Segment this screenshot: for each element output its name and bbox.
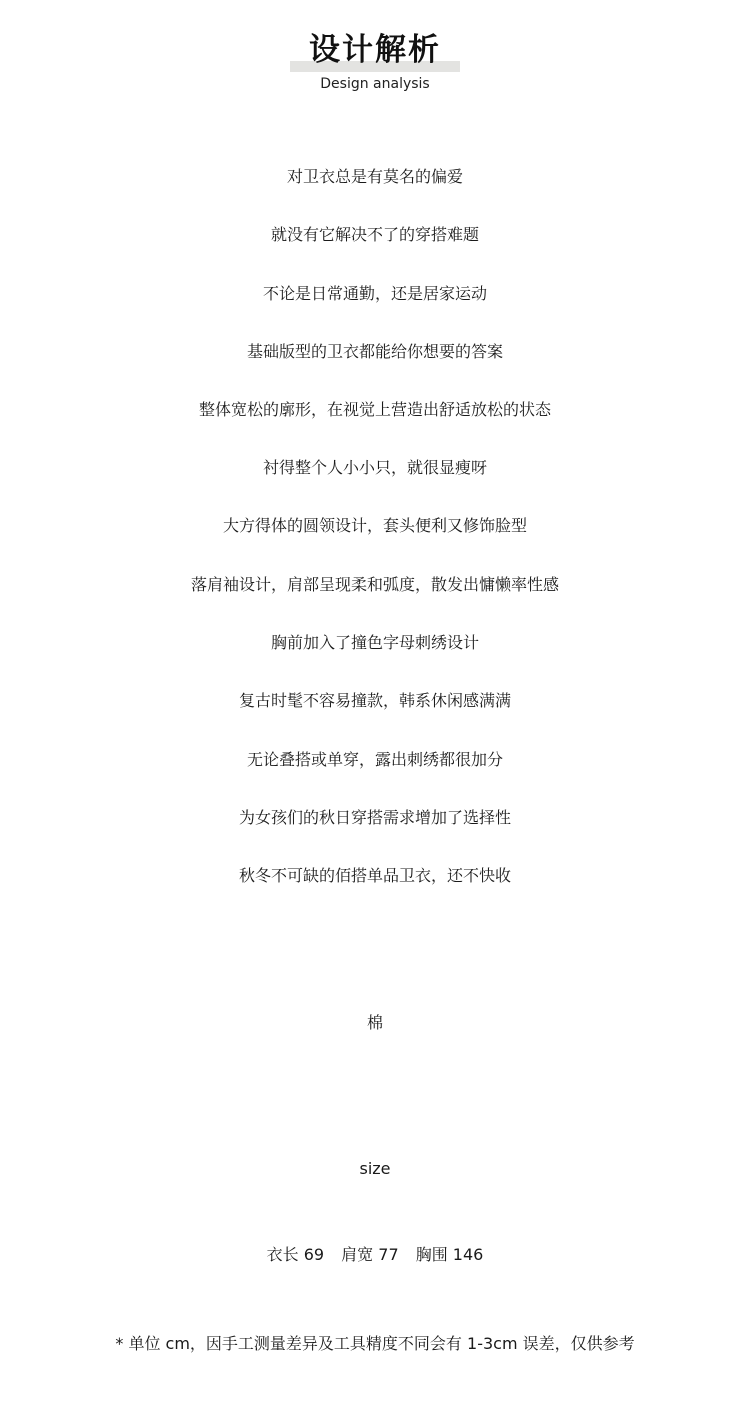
- measurement-length: 衣长 69: [266, 1245, 325, 1264]
- description-line: 不论是日常通勤，还是居家运动: [262, 284, 487, 303]
- description-line: 胸前加入了撞色字母刺绣设计: [270, 633, 479, 652]
- description-line: 对卫衣总是有莫名的偏爱: [286, 167, 463, 186]
- description-line: 大方得体的圆领设计，套头便利又修饰脸型: [222, 516, 527, 535]
- description-line: 为女孩们的秋日穿搭需求增加了选择性: [238, 808, 511, 827]
- page-title: 设计解析: [309, 32, 441, 68]
- header: [0, 0, 750, 110]
- size-heading: size: [359, 1159, 391, 1178]
- measurement-note: * 单位 cm，因手工测量差异及工具精度不同会有 1-3cm 误差，仅供参考: [115, 1334, 635, 1353]
- size-measurements: [0, 1244, 750, 1266]
- measurement-shoulder: 肩宽 77: [341, 1245, 399, 1264]
- material-label: 棉: [366, 1013, 383, 1032]
- measurement-chest: 胸围 146: [415, 1245, 484, 1264]
- description-line: 衬得整个人小小只，就很显瘦呀: [262, 458, 487, 477]
- description-line: 复古时髦不容易撞款，韩系休闲感满满: [238, 691, 511, 710]
- page-subtitle: Design analysis: [320, 76, 430, 92]
- description-line: 无论叠搭或单穿，露出刺绣都很加分: [246, 750, 503, 769]
- description-line: 就没有它解决不了的穿搭难题: [270, 225, 479, 244]
- description-line: 落肩袖设计，肩部呈现柔和弧度，散发出慵懒率性感: [190, 575, 559, 594]
- description-line: 秋冬不可缺的佰搭单品卫衣，还不快收: [238, 866, 511, 885]
- description-line: 整体宽松的廓形，在视觉上营造出舒适放松的状态: [198, 400, 551, 419]
- description-line: 基础版型的卫衣都能给你想要的答案: [246, 342, 503, 361]
